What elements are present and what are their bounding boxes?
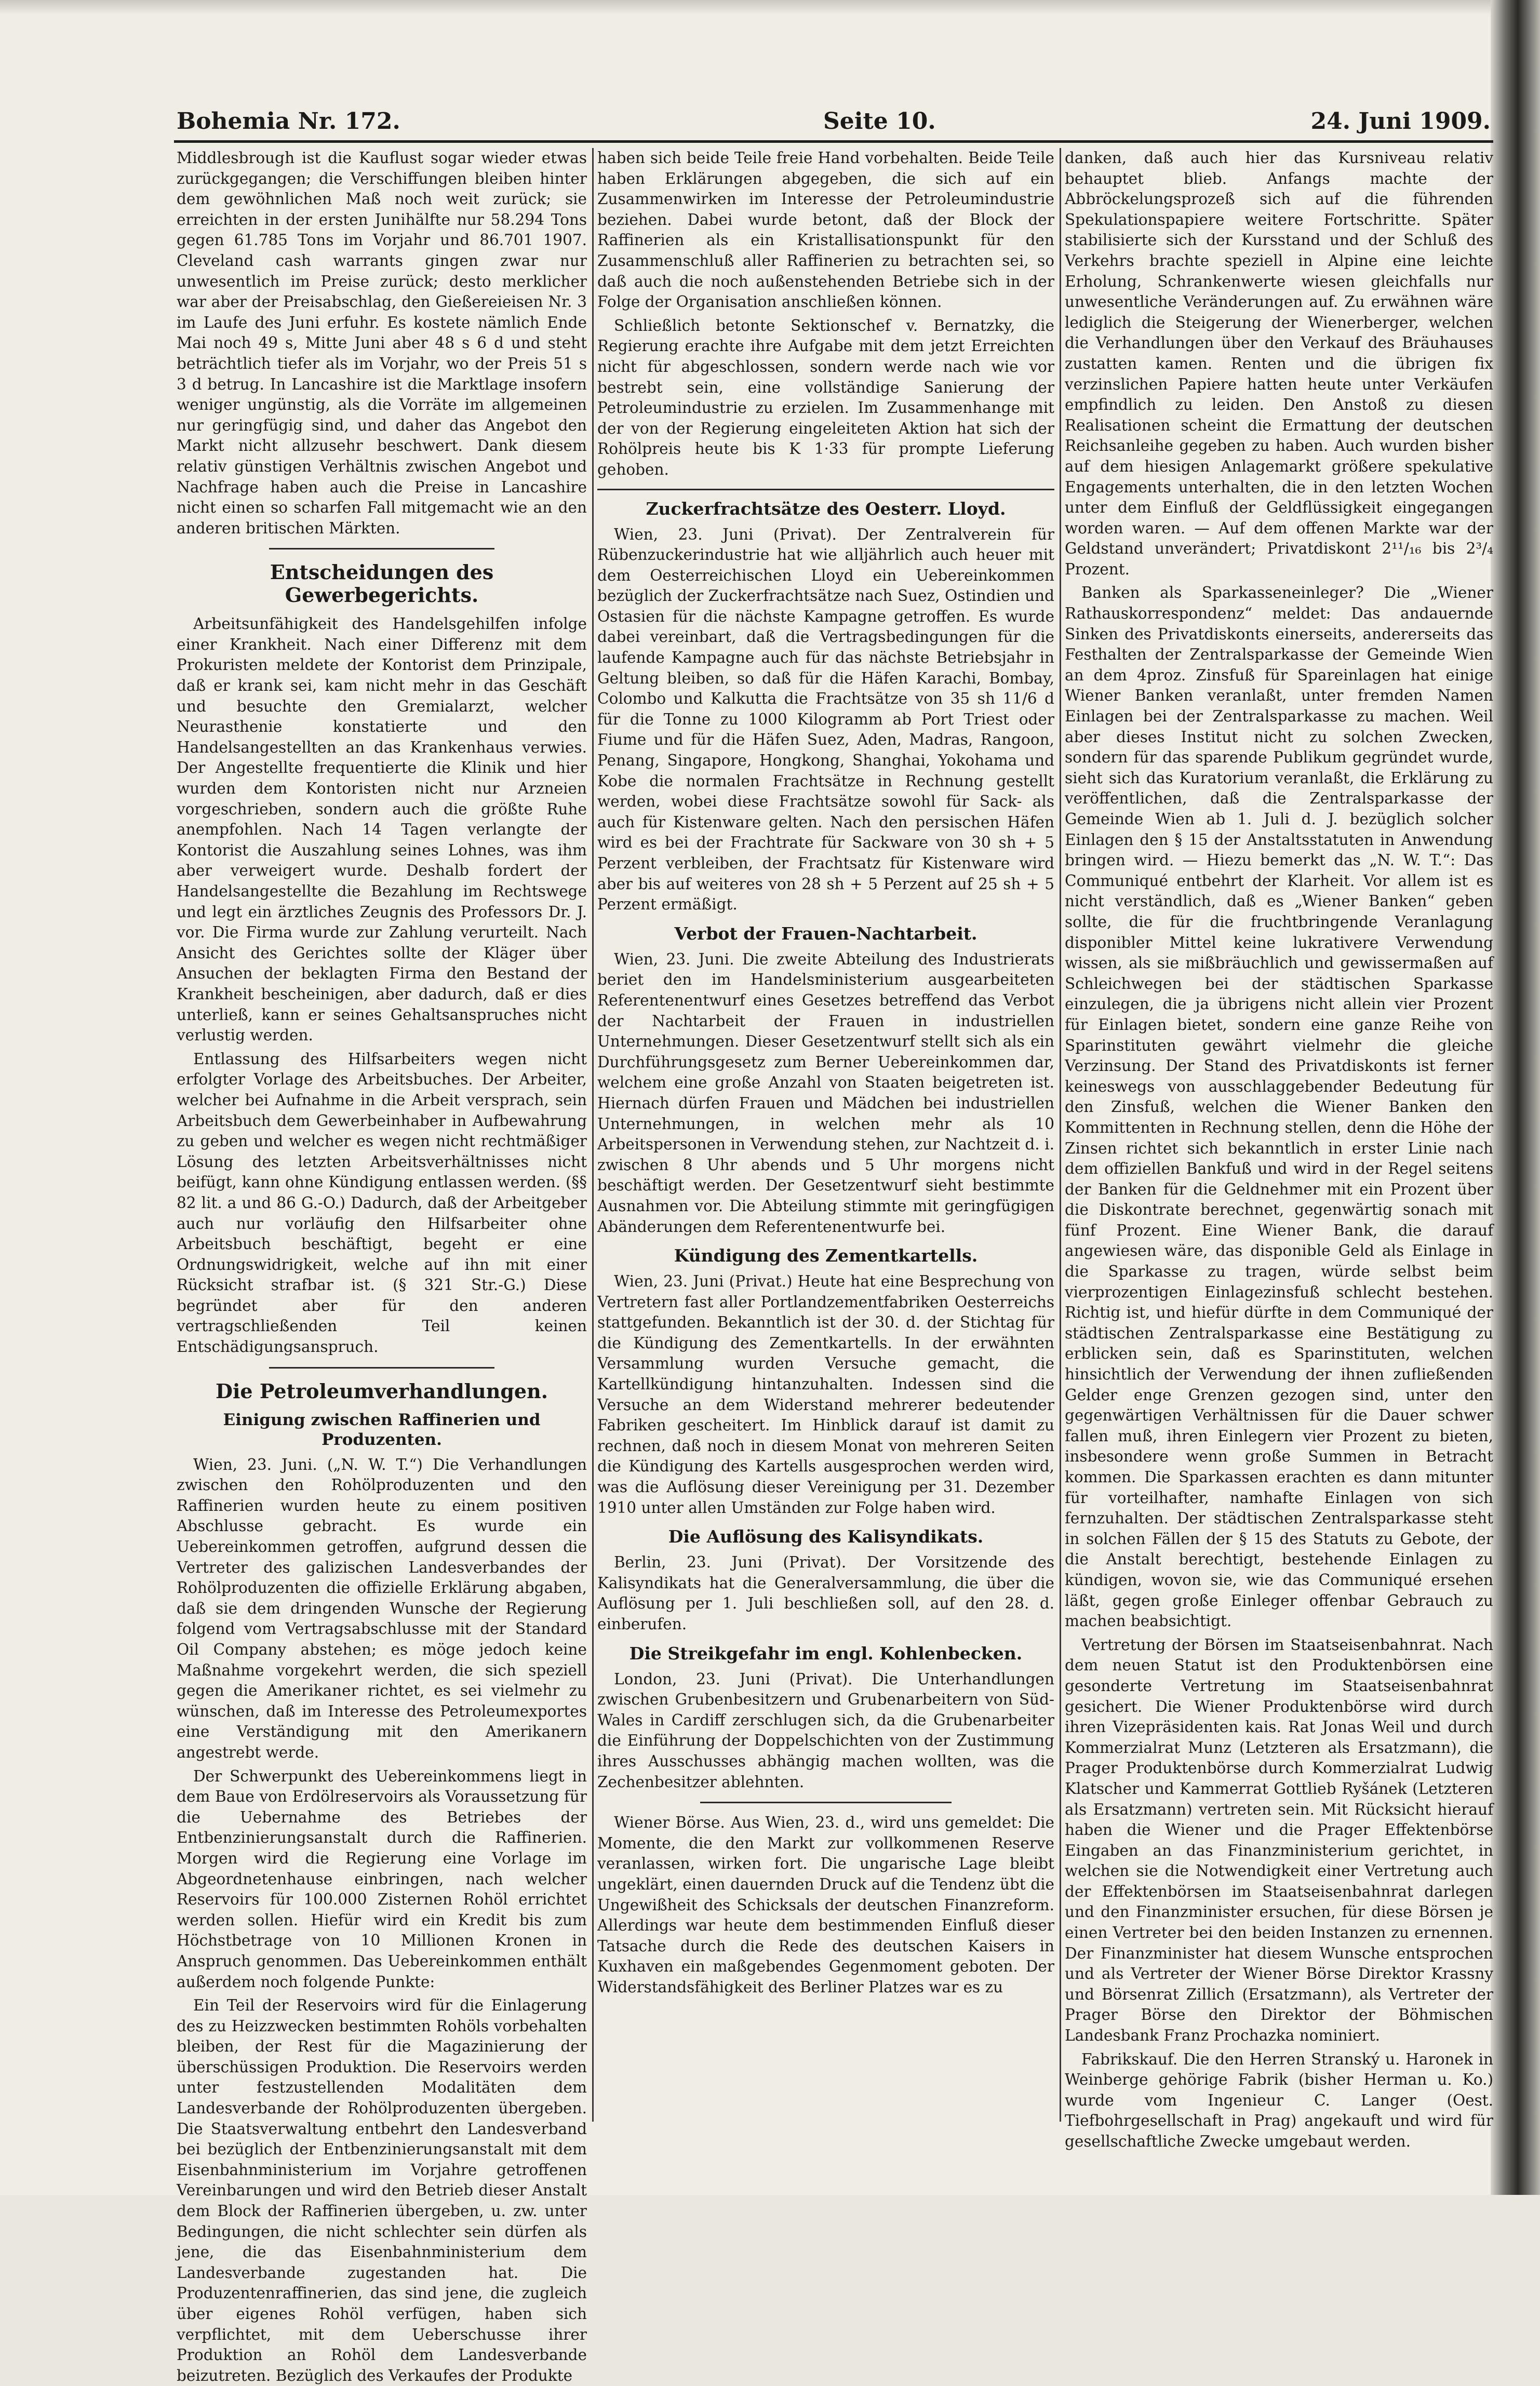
heading-frauen-nachtarbeit: Verbot der Frauen-Nachtarbeit. bbox=[674, 923, 977, 944]
paragraph-petroleum-2: Der Schwerpunkt des Uebereinkommens liegt in dem Baue von Erdölreservoirs als Voraussetzung für die Uebernahme des Betriebes der Entbenzinierungsanstalt durch die Raffinerien. Morgen wird die Regierung eine Vorlage im Abgeordnetenhause einbringen, nach welcher Reservoirs für 100.000 Zisternen Rohöl errichtet werden sollen. Hiefür wird ein Kredit bis zum Höchstbetrage von 10 Millionen Kronen in Anspruch genommen. Das Uebereinkommen enthält außerdem noch folgende Punkte: bbox=[177, 1767, 587, 1991]
page-top-edge bbox=[0, 0, 1540, 15]
header-date: 24. Juni 1909. bbox=[1310, 108, 1491, 135]
paragraph-zuckerfracht: Wien, 23. Juni (Privat). Der Zentralverein für Rübenzuckerindustrie hat wie alljährlich auch heuer mit dem Oesterreichischen Lloyd ein Uebereinkommen bezüglich der Zuckerfrachtsätze nach Suez, Ostindien und Ostasien für die nächste Kampagne getroffen. Es wurde dabei vereinbart, daß die Vertragsbedingungen für die laufende Kampagne auch für das nächste Betriebsjahr in Geltung bleiben, so daß für die Häfen Karachi, Bombay, Colombo und Kalkutta die Frachtsätze von 35 sh 11/6 d für die Tonne zu 1000 Kilogramm ab Port Triest oder Fiume und für die Häfen Suez, Aden, Madras, Rangoon, Penang, Singapore, Hongkong, Shanghai, Yokohama und Kobe die normalen Frachtsätze in Rechnung gestellt werden, wobei diese Frachtsätze sowohl für Sack- als auch für Kistenware gelten. Nach den persischen Häfen wird es bei der Frachtrate für Sackware von 30 sh + 5 Perzent verbleiben, der Frachtsatz für Kistenware wird aber bis auf weiteres von 28 sh + 5 Perzent auf 25 sh + 5 Perzent ermäßigt. bbox=[597, 525, 1054, 914]
header-publication: Bohemia Nr. 172. bbox=[177, 108, 400, 135]
column-divider-2 bbox=[1060, 148, 1061, 2122]
paragraph-banken-sparkasse: Banken als Sparkasseneinleger? Die „Wiener Rathauskorrespondenz“ meldet: Das andauernde Sinken des Privatdiskonts einerseits, andererseits das Festhalten der Zentralsparkasse der Gemeinde Wien an dem 4proz. Zinsfuß für Spareinlagen hat einige Wiener Banken veranlaßt, unter fremden Namen Einlagen bei der Zentralsparkasse zu machen. Weil aber dieses Institut nicht zu solchen Zwecken, sondern für das sparende Publikum gegründet wurde, sieht sich das Kuratorium veranlaßt, die Erklärung zu veröffentlichen, daß die Zentralsparkasse der Gemeinde Wien ab 1. Juli d. J. bezüglich solcher Einlagen den § 15 der Anstaltsstatuten in Anwendung bringen wird. — Hiezu bemerkt das „N. W. T.“: Das Communiqué entbehrt der Klarheit. Vor allem ist es nicht verständlich, daß es „Wiener Banken“ geben sollte, die für die fruchtbringende Veranlagung disponibler Mittel keine lukrativere Verwendung wissen, als sie mißbräuchlich und gewissermaßen auf Schleichwegen bei der städtischen Sparkasse einzulegen, die ja übrigens nicht allein vier Prozent für Einlagen bietet, sondern eine ganze Reihe von Sparinstituten gewährt vielmehr die gleiche Verzinsung. Der Stand des Privatdiskonts ist ferner keineswegs von ausschlaggebender Bedeutung für den Zinsfuß, welchen die Wiener Banken den Kommittenten in Rechnung stellen, denn die Höhe der Zinsen richtet sich bekanntlich in erster Linie nach dem offiziellen Bankfuß und wird in der Regel seitens der Banken für die Geldnehmer mit ein Prozent über die Diskontrate berechnet, gegenwärtig sonach mit fünf Prozent. Eine Wiener Bank, die darauf angewiesen wäre, das disponible Geld als Einlage in die Sparkasse zu tragen, würde selbst beim vierprozentigen Einlagezinsfuß schlecht bestehen. Richtig ist, und hiefür dürfte in dem Communiqué der städtischen Zentralsparkasse eine Bestätigung zu erblicken sein, daß es Sparinstituten, welchen hinsichtlich der Verwendung der ihnen zufließenden Gelder enge Grenzen gezogen sind, unter den gegenwärtigen Verhältnissen für die Dauer schwer fallen muß, ihren Einlegern vier Prozent zu bieten, insbesondere wenn große Summen in Betracht kommen. Die Sparkassen erachten es dann mitunter für vorteilhafter, namhafte Einlagen von sich fernzuhalten. Der städtischen Zentralsparkasse steht in solchen Fällen der § 15 des Statuts zu Gebote, der die Anstalt berechtigt, bestehende Einlagen zu kündigen, wovon sie, wie das Communiqué ersehen läßt, gegen große Einleger offenbar Gebrauch zu machen beabsichtigt. bbox=[1065, 584, 1493, 1630]
separator bbox=[700, 1802, 952, 1803]
column-3 bbox=[1065, 148, 1493, 2150]
paragraph-petroleum-continued: haben sich beide Teile freie Hand vorbehalten. Beide Teile haben Erklärungen abgegeben, die sich auf ein Zusammenwirken im Interesse der Petroleumindustrie beziehen. Dabei wurde betont, daß der Block der Raffinerien als ein Kristallisationspunkt für den Zusammenschluß aller Raffinerien zu betrachten sei, so daß auch die noch außenstehenden Betriebe sich in der Folge der Organisation anschließen können. bbox=[597, 149, 1054, 311]
paragraph-entlassung: Entlassung des Hilfsarbeiters wegen nicht erfolgter Vorlage des Arbeitsbuches. Der Arbeiter, welcher bei Aufnahme in die Arbeit versprach, sein Arbeitsbuch dem Gewerbeinhaber in Aufbewahrung zu geben und welcher es wegen nicht rechtmäßiger Lösung des letzten Arbeitsverhältnisses nicht beifügt, kann ohne Kündigung entlassen werden. (§§ 82 lit. a und 86 G.-O.) Dadurch, daß der Arbeitgeber auch nur vorläufig den Hilfsarbeiter ohne Arbeitsbuch beschäftigt, begeht er eine Ordnungswidrigkeit, welche auf ihn mit einer Rücksicht strafbar ist. (§ 321 Str.-G.) Diese begründet aber für den anderen vertragschließenden Teil keinen Entschädigungsanspruch. bbox=[177, 1050, 587, 1356]
separator bbox=[597, 489, 1054, 490]
paragraph-boerse-continued: danken, daß auch hier das Kursniveau relativ behauptet blieb. Anfangs machte der Abbröckelungsprozeß sich auf die führenden Spekulationspapiere weitere Fortschritte. Später stabilisierte sich der Kursstand und der Schluß des Verkehrs brachte speziell in Alpine eine leichte Erholung, Schrankenwerte wiesen gleichfalls nur unwesentliche Veränderungen auf. Zu erwähnen wäre lediglich die Steigerung der Wienerberger, welchen die Verhandlungen über den Verkauf des Bräuhauses zustatten kamen. Renten und die übrigen fix verzinslichen Papiere hatten heute unter Verkäufen empfindlich zu leiden. Den Anstoß zu diesen Realisationen scheint die Ermattung der deutschen Reichsanleihe gegeben zu haben. Auch wurden bisher auf dem hiesigen Anlagemarkt größere spekulative Engagements unterhalten, die in den letzten Wochen unter dem Einfluß der Geldflüssigkeit eingegangen worden waren. — Auf dem offenen Markte war der Geldstand unverändert; Privatdiskont 2¹¹/₁₆ bis 2³/₄ Prozent. bbox=[1065, 149, 1493, 578]
paragraph-petroleum-1: Wien, 23. Juni. („N. W. T.“) Die Verhandlungen zwischen den Rohölproduzenten und den Raffinerien wurden heute zu einem positiven Abschlusse gebracht. Es wurde ein Uebereinkommen getroffen, aufgrund dessen die Vertreter des galizischen Landesverbandes der Rohölproduzenten die offizielle Erklärung abgaben, daß sie dem dringenden Wunsche der Regierung folgend vom Vertragsabschlusse mit der Standard Oil Company abstehen; es möge jedoch keine Maßnahme vorgekehrt werden, die sich speziell gegen die Amerikaner richtet, es sei vielmehr zu wünschen, daß im Interesse des Petroleumexportes eine Verständigung mit den Amerikanern angestrebt werde. bbox=[177, 1455, 587, 1761]
heading-kalisyndikat: Die Auflösung des Kalisyndikats. bbox=[668, 1526, 984, 1547]
header-page-number: Seite 10. bbox=[823, 108, 936, 135]
column-2 bbox=[597, 148, 1054, 2122]
paragraph-boersen-staatseisenbahnrat: Vertretung der Börsen im Staatseisenbahnrat. Nach dem neuen Statut ist den Produktenbörsen eine gesonderte Vertretung im Staatseisenbahnrat gesichert. Die Wiener Produktenbörse wird durch ihren Vizepräsidenten kais. Rat Jonas Weil und durch Kommerzialrat Munz (Letzteren als Ersatzmann), die Prager Produktenbörse durch Kommerzialrat Ludwig Klatscher und Kammerrat Gottlieb Ryšánek (Letzteren als Ersatzmann) vertreten sein. Mit Rücksicht hierauf haben die Wiener und die Prager Effektenbörse Eingaben an das Finanzministerium gerichtet, in welchen sie die Notwendigkeit einer Vertretung auch der Effektenbörsen im Staatseisenbahnrat darlegen und den Finanzminister ersuchen, für diese Börsen je einen Vertreter bei den beiden Instanzen zu ernennen. Der Finanzminister hat diesem Wunsche entsprochen und als Vertreter der Wiener Börse Direktor Krassny und Börsenrat Zillich (Ersatzmann), als Vertreter der Prager Börse den Direktor der Böhmischen Landesbank Franz Prochazka nominiert. bbox=[1065, 1636, 1493, 2045]
paragraph-petroleum-regierung: Schließlich betonte Sektionschef v. Bernatzky, die Regierung erachte ihre Aufgabe mit dem jetzt Erreichten nicht für abgeschlossen, sondern werde nach wie vor bestrebt sein, eine vollständige Sanierung der Petroleumindustrie zu erzielen. Im Zusammenhange mit der von der Regierung eingeleiteten Aktion hat sich der Rohölpreis heute bis K 1·33 für prompte Lieferung gehoben. bbox=[597, 316, 1054, 478]
column-1 bbox=[177, 148, 587, 2384]
paragraph-frauen-nachtarbeit: Wien, 23. Juni. Die zweite Abteilung des Industrierats beriet den im Handelsministerium ausgearbeiteten Referentenentwurf eines Gesetzes betreffend das Verbot der Nachtarbeit der Frauen in industriellen Unternehmungen. Dieser Gesetzentwurf stellt sich als ein Durchführungsgesetz zum Berner Uebereinkommen dar, welchem eine große Anzahl von Staaten beigetreten ist. Hiernach dürfen Frauen und Mädchen bei industriellen Unternehmungen, in welchen mehr als 10 Arbeitspersonen in Verwendung stehen, zur Nachtzeit d. i. zwischen 8 Uhr abends und 5 Uhr morgens nicht beschäftigt werden. Der Gesetzentwurf sieht bestimmte Ausnahmen vor. Die Abteilung stimmte mit geringfügigen Abänderungen dem Referentenentwurfe bei. bbox=[597, 950, 1054, 1236]
paragraph-petroleum-3: Ein Teil der Reservoirs wird für die Einlagerung des zu Heizzwecken bestimmten Rohöls vorbehalten bleiben, der Rest für die Magazinierung der überschüssigen Produktion. Die Reservoirs werden unter festzustellenden Modalitäten dem Landesverbande der Rohölproduzenten übergeben. Die Staatsverwaltung entbehrt den Landesverband bei bezüglich der Entbenzinierungsanstalt mit dem Eisenbahnministerium im Vorjahre getroffenen Vereinbarungen und wird den Betrieb dieser Anstalt dem Block der Raffinerien übergeben, u. zw. unter Bedingungen, die nicht schlechter sein dürfen als jene, die das Eisenbahnministerium dem Landesverbande zugestanden hat. Die Produzentenraffinerien, das sind jene, die zugleich über eigenes Rohöl verfügen, haben sich verpflichtet, mit dem Ueberschusse ihrer Produktion an Rohöl dem Landesverbande beizutreten. Bezüglich des Verkaufes der Produkte bbox=[177, 1996, 587, 2384]
heading-zuckerfracht: Zuckerfrachtsätze des Oesterr. Lloyd. bbox=[646, 498, 1006, 519]
paragraph-streikgefahr: London, 23. Juni (Privat). Die Unterhandlungen zwischen Grubenbesitzern und Grubenarbeitern von Süd-Wales in Cardiff zerschlugen sich, da die Grubenarbeiter die Einführung der Doppelschichten von der Zustimmung ihres Ausschusses abhängig machen wollten, was die Zechenbesitzer ablehnten. bbox=[597, 1670, 1054, 1791]
heading-streikgefahr: Die Streikgefahr im engl. Kohlenbecken. bbox=[629, 1643, 1023, 1664]
header-rule bbox=[174, 140, 1493, 143]
separator bbox=[269, 1367, 495, 1369]
heading-gewerbegericht: Entscheidungen des Gewerbegerichts. bbox=[270, 560, 494, 607]
paragraph-wiener-boerse: Wiener Börse. Aus Wien, 23. d., wird uns gemeldet: Die Momente, die den Markt zur vollkommenen Reserve veranlassen, wirken fort. Die ungarische Lage bleibt ungeklärt, einen dauernden Druck auf die Tendenz übt die Ungewißheit des Schicksals der deutschen Finanzreform. Allerdings war heute dem bestimmenden Einfluß dieser Tatsache durch die Rede des deutschen Kaisers in Kuxhaven ein maßgebendes Gegenmoment geboten. Der Widerstandsfähigkeit des Berliner Platzes war es zu bbox=[597, 1814, 1054, 1996]
paragraph-fabrikskauf: Fabrikskauf. Die den Herren Stranský u. Haronek in Weinberge gehörige Fabrik (bisher Herman u. Ko.) wurde vom Ingenieur C. Langer (Oest. Tiefbohrgesellschaft in Prag) angekauft und wird für gesellschaftliche Zwecke umgebaut werden. bbox=[1065, 2050, 1493, 2150]
separator bbox=[269, 548, 495, 549]
paragraph-arbeitsunfaehigkeit: Arbeitsunfähigkeit des Handelsgehilfen infolge einer Krankheit. Nach einer Differenz mit dem Prokuristen meldete der Kontorist dem Prinzipale, daß er krank sei, kam nicht mehr in das Geschäft und besuchte den Gremialarzt, welcher Neurasthenie konstatierte und den Handelsangestellten an das Krankenhaus verwies. Der Angestellte frequentierte die Klinik und hier wurden dem Kontoristen nicht nur Arzneien vorgeschrieben, sondern auch die größte Ruhe anempfohlen. Nach 14 Tagen verlangte der Kontorist die Auszahlung seines Lohnes, was ihm aber verweigert wurde. Deshalb fordert der Handelsangestellte die Bezahlung im Rechtswege und legt ein ärztliches Zeugnis des Professors Dr. J. vor. Die Firma wurde zur Zahlung verurteilt. Nach Ansicht des Gerichtes sollte der Kläger über Ansuchen der beklagten Firma den Bestand der Krankheit bescheinigen, aber dadurch, daß er dies unterließ, kann er seines Gehaltsanspruches nicht verlustig werden. bbox=[177, 615, 587, 1044]
page-header bbox=[177, 108, 1491, 144]
heading-zementkartell: Kündigung des Zementkartells. bbox=[674, 1245, 978, 1266]
page-binding-edge bbox=[1491, 0, 1540, 2195]
article-iron-market-continued: Middlesbrough ist die Kauflust sogar wieder etwas zurückgegangen; die Verschiffungen bleiben hinter dem gewöhnlichen Maß noch weit zurück; sie erreichten in der ersten Junihälfte nur 58.294 Tons gegen 61.785 Tons im Vorjahr und 86.701 1907. Cleveland cash warrants gingen zwar nur unwesentlich im Preise zurück; desto merklicher war aber der Preisabschlag, den Gießereieisen Nr. 3 im Laufe des Juni erfuhr. Es kostete nämlich Ende Mai noch 49 s, Mitte Juni aber 48 s 6 d und steht beträchtlich tiefer als im Vorjahr, wo der Preis 51 s 3 d betrug. In Lancashire ist die Marktlage insofern weniger ungünstig, als die Vorräte im allgemeinen nur geringfügig sind, und daher das Angebot den Markt nicht allzusehr beschwert. Dank diesem relativ günstigen Verhältnis zwischen Angebot und Nachfrage haben auch die Preise in Lancashire nicht einen so scharfen Fall mitgemacht wie an den anderen britischen Märkten. bbox=[177, 149, 587, 537]
paragraph-zementkartell: Wien, 23. Juni (Privat.) Heute hat eine Besprechung von Vertretern fast aller Portlandzementfabriken Oesterreichs stattgefunden. Bekanntlich ist der 30. d. der Stichtag für die Kündigung des Zementkartells. In der erwähnten Versammlung wurden Versuche gemacht, die Kartellkündigung hintanzuhalten. Indessen sind die Versuche an dem Widerstand mehrerer bedeutender Fabriken gescheitert. Im Hinblick darauf ist damit zu rechnen, daß noch in diesem Monat von mehreren Seiten die Kündigung des Kartells ausgesprochen werden wird, was die Auflösung dieser Vereinigung per 31. Dezember 1910 unter allen Umständen zur Folge haben wird. bbox=[597, 1272, 1054, 1517]
subheading-einigung: Einigung zwischen Raffinerien und Produzenten. bbox=[223, 1410, 541, 1449]
column-divider-1 bbox=[592, 148, 594, 2122]
paragraph-kalisyndikat: Berlin, 23. Juni (Privat). Der Vorsitzende des Kalisyndikats hat die Generalversammlung, die über die Auflösung per 1. Juli beschließen soll, auf den 28. d. einberufen. bbox=[597, 1553, 1054, 1633]
heading-petroleum: Die Petroleumverhandlungen. bbox=[216, 1379, 548, 1403]
